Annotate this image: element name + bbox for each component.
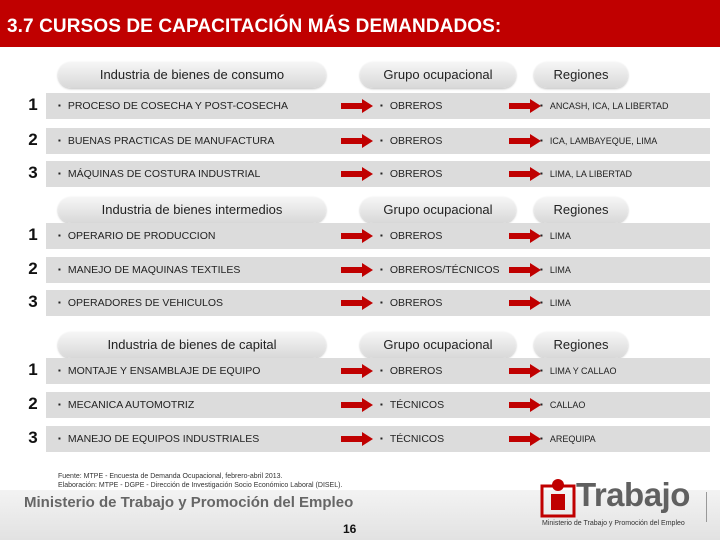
bullet-icon: ▪ <box>58 169 61 178</box>
group-name: TÉCNICOS <box>389 399 445 411</box>
group-cell <box>380 399 444 411</box>
bullet-icon: ▪ <box>58 136 61 145</box>
region-cell <box>540 366 617 376</box>
region-cell <box>540 231 571 241</box>
course-name: BUENAS PRACTICAS DE MANUFACTURA <box>67 135 275 147</box>
course-name: OPERARIO DE PRODUCCION <box>67 230 216 242</box>
row-number: 3 <box>28 163 38 182</box>
bullet-icon: ▪ <box>540 298 543 307</box>
group-cell <box>380 365 442 377</box>
row-number: 1 <box>28 360 38 379</box>
right-arrow-icon <box>508 431 542 447</box>
bullet-icon: ▪ <box>380 136 383 145</box>
group-name: OBREROS <box>389 135 443 147</box>
bullet-icon: ▪ <box>540 101 543 110</box>
group-cell <box>380 297 442 309</box>
group-name: OBREROS <box>389 365 443 377</box>
regions-header: Regiones <box>534 62 628 88</box>
group-name: OBREROS <box>389 230 443 242</box>
industry-header: Industria de bienes intermedios <box>58 197 326 223</box>
right-arrow-icon <box>340 166 374 182</box>
industry-header: Industria de bienes de consumo <box>58 62 326 88</box>
region-cell <box>540 136 657 146</box>
region-cell <box>540 298 571 308</box>
course-name: MÁQUINAS DE COSTURA INDUSTRIAL <box>67 168 261 180</box>
bullet-icon: ▪ <box>58 366 61 375</box>
regions-header: Regiones <box>534 197 628 223</box>
group-header: Grupo ocupacional <box>360 62 516 88</box>
bullet-icon: ▪ <box>540 366 543 375</box>
bullet-icon: ▪ <box>58 400 61 409</box>
course-cell <box>58 264 240 276</box>
page-number: 16 <box>343 522 357 536</box>
course-name: OPERADORES DE VEHICULOS <box>67 297 224 309</box>
bullet-icon: ▪ <box>540 169 543 178</box>
row-number: 3 <box>28 292 38 311</box>
right-arrow-icon <box>508 98 542 114</box>
bullet-icon: ▪ <box>58 231 61 240</box>
row-number: 2 <box>28 130 38 149</box>
logo-word: Trabajo <box>576 476 690 513</box>
industry-header: Industria de bienes de capital <box>58 332 326 358</box>
trabajo-logo-icon <box>540 476 576 520</box>
right-arrow-icon <box>508 363 542 379</box>
right-arrow-icon <box>340 397 374 413</box>
region-name: AREQUIPA <box>549 434 596 444</box>
footnote-source: Fuente: MTPE - Encuesta de Demanda Ocupacional, febrero-abril 2013. <box>58 473 283 480</box>
bullet-icon: ▪ <box>380 101 383 110</box>
course-name: PROCESO DE COSECHA Y POST-COSECHA <box>67 100 289 112</box>
region-name: LIMA, LA LIBERTAD <box>549 169 633 179</box>
right-arrow-icon <box>340 431 374 447</box>
course-name: MECANICA AUTOMOTRIZ <box>67 399 195 411</box>
bullet-icon: ▪ <box>380 400 383 409</box>
right-arrow-icon <box>340 133 374 149</box>
footer-divider <box>706 492 707 522</box>
row-number: 3 <box>28 428 38 447</box>
bullet-icon: ▪ <box>380 169 383 178</box>
right-arrow-icon <box>508 295 542 311</box>
group-cell <box>380 264 500 276</box>
course-cell <box>58 135 274 147</box>
bullet-icon: ▪ <box>540 434 543 443</box>
group-cell <box>380 230 442 242</box>
group-cell <box>380 100 442 112</box>
row-number: 2 <box>28 259 38 278</box>
bullet-icon: ▪ <box>540 136 543 145</box>
bullet-icon: ▪ <box>58 298 61 307</box>
group-name: OBREROS <box>389 297 443 309</box>
page-title: 3.7 CURSOS DE CAPACITACIÓN MÁS DEMANDADOS: <box>7 16 502 37</box>
right-arrow-icon <box>508 397 542 413</box>
course-cell <box>58 399 194 411</box>
bullet-icon: ▪ <box>58 101 61 110</box>
region-name: LIMA Y CALLAO <box>549 366 617 376</box>
course-cell <box>58 168 260 180</box>
group-header: Grupo ocupacional <box>360 332 516 358</box>
bullet-icon: ▪ <box>380 265 383 274</box>
course-cell <box>58 297 223 309</box>
bullet-icon: ▪ <box>380 366 383 375</box>
region-name: LIMA <box>549 265 571 275</box>
course-cell <box>58 365 260 377</box>
row-number: 1 <box>28 225 38 244</box>
right-arrow-icon <box>508 228 542 244</box>
region-cell <box>540 434 596 444</box>
bullet-icon: ▪ <box>380 434 383 443</box>
right-arrow-icon <box>340 295 374 311</box>
right-arrow-icon <box>508 166 542 182</box>
course-name: MANEJO DE EQUIPOS INDUSTRIALES <box>67 433 260 445</box>
logo-subtitle: Ministerio de Trabajo y Promoción del Empleo <box>542 520 685 527</box>
group-cell <box>380 135 442 147</box>
region-cell <box>540 400 585 410</box>
group-name: OBREROS/TÉCNICOS <box>389 264 500 276</box>
region-cell <box>540 265 571 275</box>
right-arrow-icon <box>340 228 374 244</box>
region-name: ICA, LAMBAYEQUE, LIMA <box>549 136 658 146</box>
footnote-elaboration: Elaboración: MTPE - DGPE - Dirección de Investigación Socio Económico Laboral (DISEL). <box>58 482 343 489</box>
bullet-icon: ▪ <box>58 265 61 274</box>
row-number: 1 <box>28 95 38 114</box>
region-name: LIMA <box>549 298 571 308</box>
region-cell <box>540 169 632 179</box>
bullet-icon: ▪ <box>58 434 61 443</box>
course-cell <box>58 230 215 242</box>
region-name: LIMA <box>549 231 571 241</box>
bullet-icon: ▪ <box>540 265 543 274</box>
group-name: OBREROS <box>389 168 443 180</box>
course-name: MONTAJE Y ENSAMBLAJE DE EQUIPO <box>67 365 261 377</box>
group-header: Grupo ocupacional <box>360 197 516 223</box>
course-cell <box>58 100 288 112</box>
group-name: TÉCNICOS <box>389 433 445 445</box>
region-cell <box>540 101 669 111</box>
region-name: ANCASH, ICA, LA LIBERTAD <box>549 101 669 111</box>
right-arrow-icon <box>340 98 374 114</box>
bullet-icon: ▪ <box>380 231 383 240</box>
group-cell <box>380 168 442 180</box>
bullet-icon: ▪ <box>380 298 383 307</box>
course-name: MANEJO DE MAQUINAS TEXTILES <box>67 264 241 276</box>
region-name: CALLAO <box>549 400 586 410</box>
course-cell <box>58 433 259 445</box>
right-arrow-icon <box>340 363 374 379</box>
bullet-icon: ▪ <box>540 400 543 409</box>
bullet-icon: ▪ <box>540 231 543 240</box>
right-arrow-icon <box>340 262 374 278</box>
footer-ministry: Ministerio de Trabajo y Promoción del Empleo <box>24 494 354 511</box>
right-arrow-icon <box>508 133 542 149</box>
group-name: OBREROS <box>389 100 443 112</box>
row-number: 2 <box>28 394 38 413</box>
regions-header: Regiones <box>534 332 628 358</box>
right-arrow-icon <box>508 262 542 278</box>
group-cell <box>380 433 444 445</box>
